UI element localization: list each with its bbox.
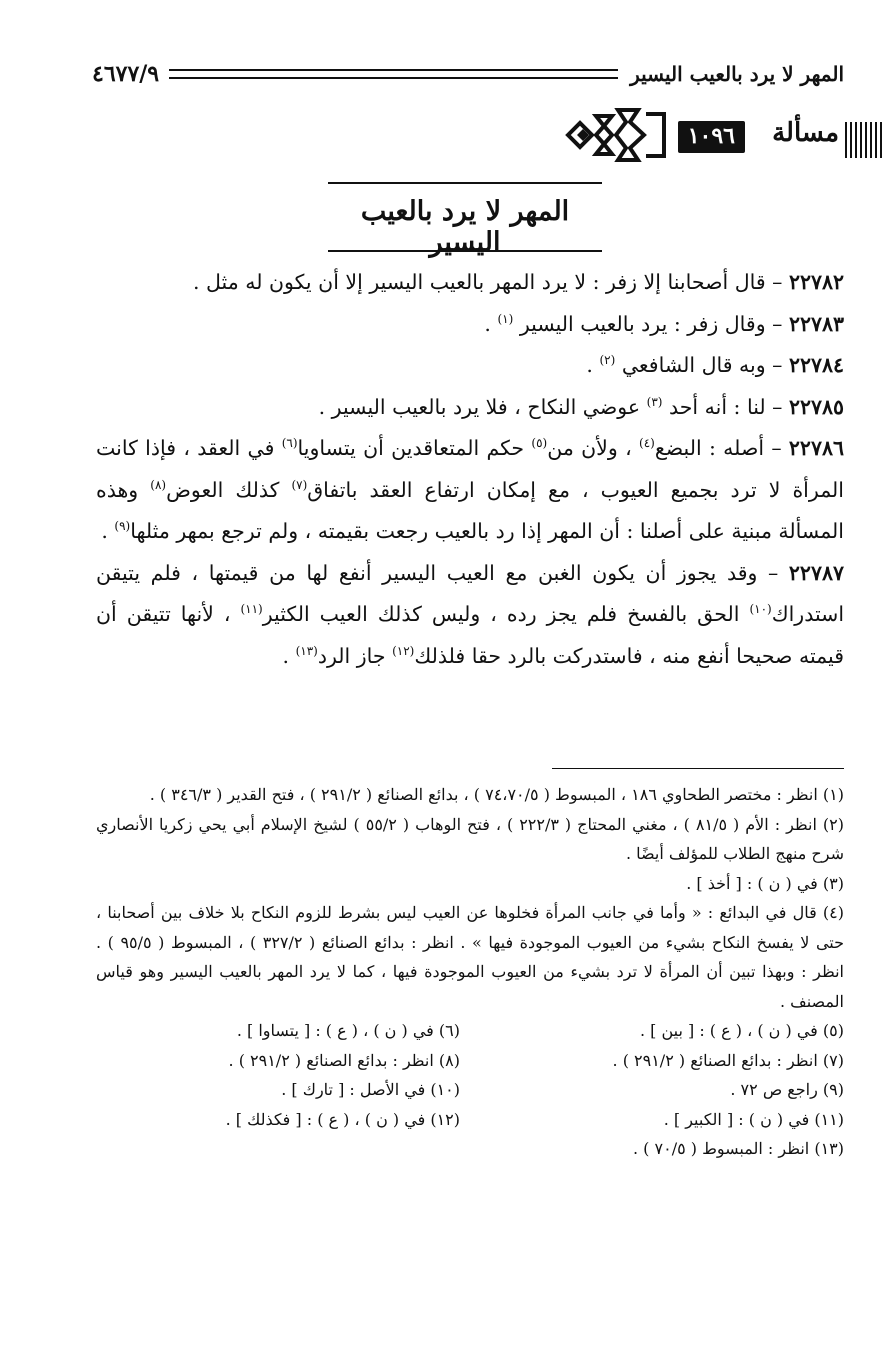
- running-title: المهر لا يرد بالعيب اليسير: [630, 62, 844, 86]
- footnote-ref[interactable]: (١٠): [749, 602, 772, 617]
- paragraph-text: – قال أصحابنا إلا زفر : لا يرد المهر بالعيب اليسير إلا أن يكون له مثل .: [192, 270, 783, 294]
- page-reference: ٤٦٧٧/٩: [92, 61, 160, 87]
- paragraph-text: – وقد يجوز أن يكون الغبن مع العيب اليسير أنفع لها من قيمتها ، فلم يتيقن استدراك: [96, 560, 845, 626]
- footnote-8: (٨) انظر : بدائع الصنائع ( ٢٩١/٢ ) .: [228, 1050, 460, 1070]
- paragraph-text: حكم المتعاقدين أن يتساويا: [297, 436, 532, 460]
- footnote-2: (٢) انظر : الأم ( ٨١/٥ ) ، مغني المحتاج ( ٢٢٢/٣ ) ، فتح الوهاب ( ٥٥/٢ ) لشيخ الإسلام أبي يحي زكريا الأنصاري شرح منهج الطلاب للمؤلف أيضًا .: [96, 814, 844, 863]
- footnote-ref[interactable]: (١١): [240, 602, 263, 617]
- footnote-1: (١) انظر : مختصر الطحاوي ١٨٦ ، المبسوط ( ٧٤،٧٠/٥ ) ، بدائع الصنائع ( ٢٩١/٢ ) ، فتح القدير ( ٣٤٦/٣ ) .: [149, 785, 844, 804]
- paragraph-text: الحق بالفسخ فلم يجز رده ، وليس كذلك العيب الكثير: [262, 602, 750, 626]
- footnote-ref[interactable]: (٦): [281, 436, 298, 451]
- masala-label: مسألة: [772, 118, 839, 148]
- footnote-10: (١٠) في الأصل : [ تارك ] .: [281, 1080, 460, 1099]
- paragraph-22784: [96, 345, 844, 387]
- paragraph-text: وهذه المسألة مبنية على أصلنا : أن المهر إذا رد بالعيب رجعت بقيمته ، ولم ترجع بمهر مثلها: [96, 477, 844, 543]
- ornament-icon: [560, 104, 672, 166]
- footnote-7: (٧) انظر : بدائع الصنائع ( ٢٩١/٢ ) .: [612, 1050, 844, 1070]
- footnote-12: (١٢) في ( ن ) ، ( ع ) : [ فكذلك ] .: [225, 1109, 460, 1129]
- paragraph-number: ٢٢٧٨٦: [788, 436, 844, 460]
- paragraph-22785: [96, 387, 844, 429]
- footnote-5: (٥) في ( ن ) ، ( ع ) : [ بين ] .: [639, 1021, 844, 1040]
- footnote-grid: [96, 1016, 844, 1164]
- masala-number: ١٠٩٦: [678, 121, 745, 153]
- paragraph-22786: [96, 428, 844, 553]
- footnote-ref[interactable]: (٩): [114, 519, 131, 534]
- footnote-separator: [552, 768, 844, 769]
- footnote-4: (٤) قال في البدائع : « وأما في جانب المرأة فخلوها عن العيب ليس بشرط للزوم النكاح بلا خلاف بين أصحابنا ، حتى لا يفسخ النكاح بشيء من العيوب الموجودة فيها » . انظر : بدائع الصنائع ( ٣٢٧/٢ ) ، المبسوط ( ٩٥/٥ ) . انظر : وبهذا تبين أن المرأة لا ترد بشيء من العيوب الموجودة فيها ، كما لا يرد المهر بالعيب اليسير وهو قياس المصنف .: [96, 903, 845, 1011]
- paragraph-number: ٢٢٧٨٢: [788, 270, 844, 294]
- footnote-ref[interactable]: (١٢): [392, 643, 415, 658]
- chapter-title-underline: [328, 250, 602, 252]
- paragraph-text: جاز الرد: [317, 643, 393, 668]
- paragraph-number: ٢٢٧٨٧: [788, 560, 844, 585]
- paragraph-22787: [96, 553, 844, 678]
- header-rule: [169, 69, 618, 79]
- chapter-title: المهر لا يرد بالعيب اليسير: [328, 182, 602, 258]
- banner-stripes-decoration: [845, 122, 885, 158]
- paragraph-text: – وقال زفر : يرد بالعيب اليسير: [519, 311, 783, 336]
- footnote-ref[interactable]: (٥): [531, 436, 548, 451]
- footnote-ref[interactable]: (٨): [150, 477, 167, 492]
- running-header: [92, 54, 844, 94]
- paragraph-number: ٢٢٧٨٥: [788, 394, 844, 419]
- footnote-ref[interactable]: (٢): [599, 353, 616, 368]
- footnote-11: (١١) في ( ن ) : [ الكبير ] .: [663, 1109, 844, 1129]
- footnote-13: (١٣) انظر : المبسوط ( ٧٠/٥ ) .: [633, 1139, 844, 1158]
- paragraph-text: – لنا : أنه أحد: [668, 394, 783, 419]
- paragraph-number: ٢٢٧٨٤: [788, 353, 844, 377]
- paragraph-number: ٢٢٧٨٣: [788, 311, 844, 336]
- paragraph-text: ، ولأن من: [547, 436, 639, 460]
- footnote-ref[interactable]: (٣): [646, 394, 663, 409]
- main-text: [96, 262, 844, 677]
- paragraph-tail: .: [484, 311, 498, 336]
- footnote-ref[interactable]: (١): [497, 311, 514, 326]
- paragraph-22782: [96, 262, 844, 304]
- footnote-9: (٩) راجع ص ٧٢ .: [730, 1080, 844, 1099]
- footnote-6: (٦) في ( ن ) ، ( ع ) : [ يتساوا ] .: [236, 1021, 460, 1040]
- paragraph-text: – وبه قال الشافعي: [621, 353, 783, 377]
- paragraph-text: في العقد ، فإذا كانت المرأة لا ترد بجميع العيوب ، مع إمكان ارتفاع العقد باتفاق: [96, 436, 844, 502]
- paragraph-tail: .: [586, 353, 600, 377]
- paragraph-text: كذلك العوض: [166, 477, 292, 502]
- paragraph-22783: [96, 304, 844, 346]
- footnote-ref[interactable]: (٧): [291, 477, 308, 492]
- footnote-ref[interactable]: (١٣): [295, 643, 318, 658]
- footnotes: [96, 780, 844, 1164]
- paragraph-text: .: [101, 519, 115, 543]
- paragraph-text: .: [282, 643, 296, 668]
- footnote-3: (٣) في ( ن ) : [ أخذ ] .: [686, 873, 844, 893]
- paragraph-text: ، لأنها تتيقن أن قيمته صحيحا أنفع منه ، فاستدركت بالرد حقا فلذلك: [96, 602, 844, 668]
- footnote-ref[interactable]: (٤): [639, 436, 655, 451]
- paragraph-tail: عوضي النكاح ، فلا يرد بالعيب اليسير .: [318, 394, 647, 419]
- paragraph-text: – أصله : البضع: [654, 436, 782, 460]
